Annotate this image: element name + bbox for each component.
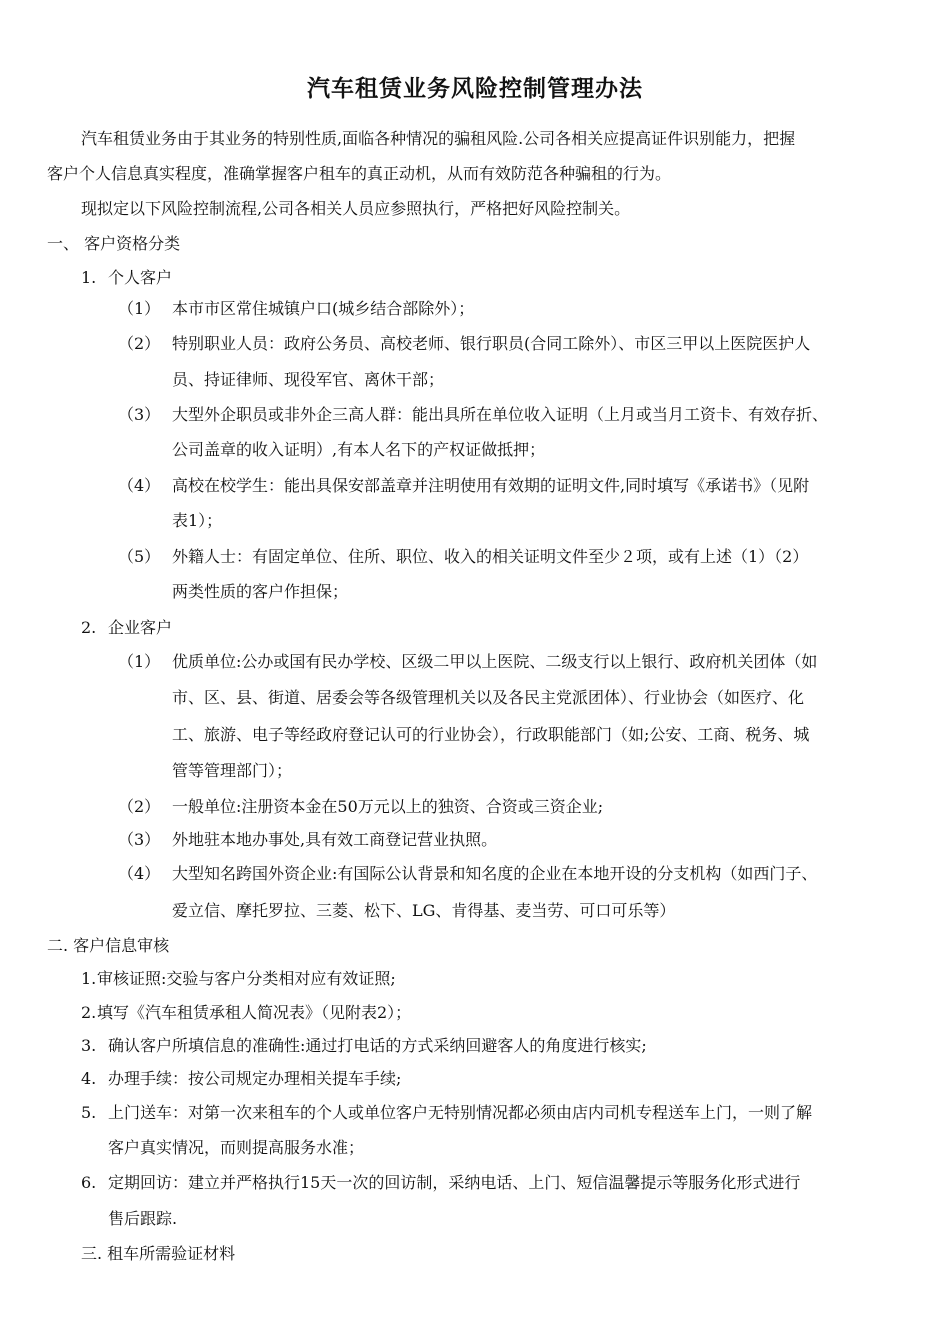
item-text: 外籍人士：有固定单位、住所、职位、收入的相关证明文件至少２项，或有上述（1）（2）: [172, 547, 809, 566]
item-text: 管等管理部门）；: [172, 761, 293, 780]
item-text: 工、旅游、电子等经政府登记认可的行业协会），行政职能部门（如;公安、工商、税务、城: [172, 725, 810, 744]
item-text: 本市市区常住城镇户口(城乡结合部除外）；: [172, 299, 475, 318]
item-text: 爱立信、摩托罗拉、三菱、松下、LG、肯得基、麦当劳、可口可乐等）: [172, 901, 676, 920]
item-number: （4）: [118, 476, 161, 495]
item-number: （4）: [118, 864, 161, 883]
section-heading: 一、 客户资格分类: [47, 234, 181, 253]
intro-line: 现拟定以下风险控制流程,公司各相关人员应参照执行，严格把好风险控制关。: [81, 199, 631, 218]
item-number: 4.: [81, 1069, 97, 1088]
item-text: 公司盖章的收入证明）,有本人名下的产权证做抵押；: [172, 440, 546, 459]
item-number: （2）: [118, 797, 161, 816]
item-text: 一般单位:注册资本金在50万元以上的独资、合资或三资企业;: [172, 797, 604, 816]
item-number: 1.: [81, 969, 97, 988]
subsection-number: 1.: [81, 268, 97, 287]
item-text: 客户真实情况，而则提高服务水准；: [108, 1138, 365, 1157]
subsection-title: 个人客户: [108, 268, 173, 287]
item-text: 表1）；: [172, 511, 223, 530]
item-number: （1）: [118, 652, 161, 671]
intro-line: 客户个人信息真实程度，准确掌握客户租车的真正动机，从而有效防范各种骗租的行为。: [47, 164, 672, 183]
item-text: 定期回访：建立并严格执行15天一次的回访制，采纳电话、上门、短信温馨提示等服务化形式进行: [108, 1173, 801, 1192]
item-text: 市、区、县、街道、居委会等各级管理机关以及各民主党派团体）、行业协会（如医疗、化: [172, 688, 805, 707]
item-number: 3.: [81, 1036, 97, 1055]
item-text: 大型知名跨国外资企业:有国际公认背景和知名度的企业在本地开设的分支机构（如西门子、: [172, 864, 818, 883]
item-number: （3）: [118, 405, 161, 424]
item-text: 办理手续：按公司规定办理相关提车手续;: [108, 1069, 402, 1088]
item-text: 高校在校学生：能出具保安部盖章并注明使用有效期的证明文件,同时填写《承诺书》（见附: [172, 476, 810, 495]
item-text: 大型外企职员或非外企三高人群：能出具所在单位收入证明（上月或当月工资卡、有效存折、: [172, 405, 829, 424]
subsection-number: 2.: [81, 618, 97, 637]
item-text: 填写《汽车租赁承租人简况表》（见附表2）；: [97, 1003, 412, 1022]
item-text: 两类性质的客户作担保；: [172, 582, 349, 601]
item-text: 确认客户所填信息的准确性:通过打电话的方式采纳回避客人的角度进行核实;: [108, 1036, 647, 1055]
item-number: （2）: [118, 334, 161, 353]
item-text: 外地驻本地办事处,具有效工商登记营业执照。: [172, 830, 498, 849]
item-text: 特别职业人员：政府公务员、高校老师、银行职员(合同工除外）、市区三甲以上医院医护人: [172, 334, 811, 353]
item-number: 2.: [81, 1003, 97, 1022]
intro-line: 汽车租赁业务由于其业务的特别性质,面临各种情况的骗租风险.公司各相关应提高证件识别能力，把握: [81, 129, 796, 148]
item-number: （1）: [118, 299, 161, 318]
item-text: 员、持证律师、现役军官、离休干部；: [172, 370, 445, 389]
item-number: 6.: [81, 1173, 97, 1192]
item-text: 售后跟踪.: [108, 1209, 178, 1228]
item-number: （3）: [118, 830, 161, 849]
page-title: 汽车租赁业务风险控制管理办法: [307, 76, 643, 102]
item-number: 5.: [81, 1103, 97, 1122]
item-text: 审核证照:交验与客户分类相对应有效证照;: [97, 969, 396, 988]
item-text: 优质单位:公办或国有民办学校、区级二甲以上医院、二级支行以上银行、政府机关团体（如: [172, 652, 818, 671]
section-heading: 二. 客户信息审核: [47, 936, 170, 955]
subsection-title: 企业客户: [108, 618, 173, 637]
item-text: 上门送车：对第一次来租车的个人或单位客户无特别情况都必须由店内司机专程送车上门，一则了解: [108, 1103, 813, 1122]
section-heading: 三. 租车所需验证材料: [81, 1244, 236, 1263]
item-number: （5）: [118, 547, 161, 566]
